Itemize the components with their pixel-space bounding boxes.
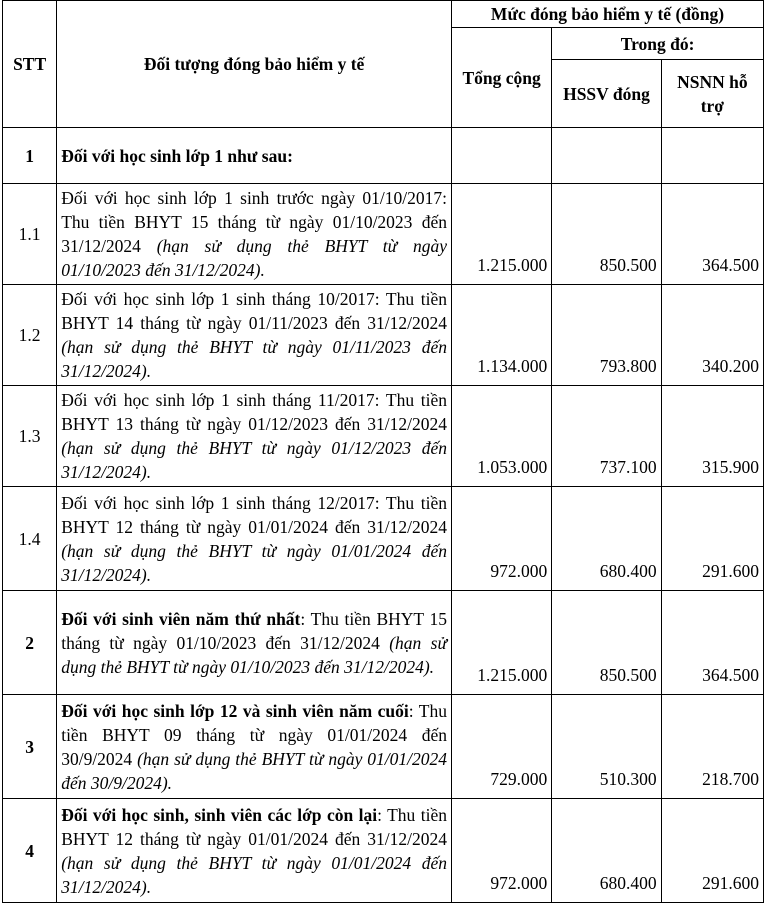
table-row <box>3 695 764 799</box>
row-hssv: 850.500 <box>552 591 661 695</box>
row-description <box>57 285 452 386</box>
row-stt: 1.4 <box>3 487 57 591</box>
row-description <box>57 591 452 695</box>
row-nsnn: 340.200 <box>661 285 763 386</box>
header-of-which: Trong đó: <box>552 28 764 60</box>
row-description <box>57 799 452 903</box>
row-description <box>57 184 452 285</box>
row-total: 1.215.000 <box>452 591 552 695</box>
section-row <box>3 128 764 184</box>
row-nsnn: 218.700 <box>661 695 763 799</box>
row-stt: 1.2 <box>3 285 57 386</box>
header-nsnn: NSNN hỗ trợ <box>661 60 763 128</box>
table-row <box>3 487 764 591</box>
row-validity-note: (hạn sử dụng thẻ BHYT từ ngày 01/10/2023 đến 31/12/2024). <box>61 632 447 677</box>
row-stt: 4 <box>3 799 57 903</box>
table-row <box>3 184 764 285</box>
row-nsnn: 364.500 <box>661 184 763 285</box>
table-row <box>3 591 764 695</box>
header-total: Tổng cộng <box>452 28 552 128</box>
row-stt: 2 <box>3 591 57 695</box>
row-hssv: 793.800 <box>552 285 661 386</box>
insurance-fee-table <box>2 0 764 903</box>
row-text: Đối với học sinh lớp 1 sinh tháng 11/2017: Thu tiền BHYT 13 tháng từ ngày 01/12/2023 đến 31/12/2024 <box>61 390 447 434</box>
row-description <box>57 386 452 487</box>
row-nsnn: 291.600 <box>661 487 763 591</box>
section-stt: 1 <box>3 128 57 184</box>
row-heading: Đối với học sinh, sinh viên các lớp còn lại <box>61 804 378 825</box>
row-validity-note: (hạn sử dụng thẻ BHYT từ ngày 01/01/2024 đến 31/12/2024). <box>61 540 447 585</box>
header-fee-group: Mức đóng bảo hiểm y tế (đồng) <box>452 1 764 28</box>
row-stt: 3 <box>3 695 57 799</box>
row-nsnn: 364.500 <box>661 591 763 695</box>
row-nsnn: 291.600 <box>661 799 763 903</box>
row-total: 972.000 <box>452 799 552 903</box>
row-text: Đối với học sinh lớp 1 sinh tháng 12/2017: Thu tiền BHYT 12 tháng từ ngày 01/01/2024 đến 31/12/2024 <box>61 492 447 537</box>
row-text: Đối với học sinh lớp 1 sinh trước ngày 01/10/2017: Thu tiền BHYT 15 tháng từ ngày 01/10/2023 đến 31/12/2024 <box>61 188 447 256</box>
table-row <box>3 799 764 903</box>
row-stt: 1.1 <box>3 184 57 285</box>
table-row <box>3 386 764 487</box>
row-text: Đối với học sinh lớp 1 sinh tháng 10/2017: Thu tiền BHYT 14 tháng từ ngày 01/11/2023 đến 31/12/2024 <box>61 289 447 333</box>
row-hssv: 510.300 <box>552 695 661 799</box>
section-title: Đối với học sinh lớp 1 như sau: <box>57 128 452 184</box>
row-hssv: 680.400 <box>552 799 661 903</box>
row-validity-note: (hạn sử dụng thẻ BHYT từ ngày 01/01/2024 đến 30/9/2024). <box>61 748 447 793</box>
row-description <box>57 695 452 799</box>
row-total: 1.053.000 <box>452 386 552 487</box>
row-total: 1.215.000 <box>452 184 552 285</box>
row-hssv: 850.500 <box>552 184 661 285</box>
section-total <box>452 128 552 184</box>
row-text: : Thu tiền BHYT 12 tháng từ ngày 01/01/2024 đến 31/12/2024 <box>61 804 448 849</box>
row-validity-note: (hạn sử dụng thẻ BHYT từ ngày 01/10/2023 đến 31/12/2024). <box>61 236 447 280</box>
section-hssv <box>552 128 661 184</box>
row-validity-note: (hạn sử dụng thẻ BHYT từ ngày 01/11/2023 đến 31/12/2024). <box>61 337 447 381</box>
row-hssv: 680.400 <box>552 487 661 591</box>
row-description <box>57 487 452 591</box>
row-total: 729.000 <box>452 695 552 799</box>
table-row <box>3 285 764 386</box>
row-text: : Thu tiền BHYT 09 tháng từ ngày 01/01/2024 đến 30/9/2024 <box>61 700 447 769</box>
row-hssv: 737.100 <box>552 386 661 487</box>
row-total: 1.134.000 <box>452 285 552 386</box>
header-stt: STT <box>3 1 57 128</box>
header-subject: Đối tượng đóng bảo hiểm y tế <box>57 1 452 128</box>
section-nsnn <box>661 128 763 184</box>
row-heading: Đối với sinh viên năm thứ nhất <box>61 608 301 629</box>
row-stt: 1.3 <box>3 386 57 487</box>
row-total: 972.000 <box>452 487 552 591</box>
row-text: : Thu tiền BHYT 15 tháng từ ngày 01/10/2023 đến 31/12/2024 <box>61 608 447 653</box>
row-validity-note: (hạn sử dụng thẻ BHYT từ ngày 01/12/2023 đến 31/12/2024). <box>61 438 447 482</box>
row-validity-note: (hạn sử dụng thẻ BHYT từ ngày 01/01/2024 đến 31/12/2024). <box>61 852 447 897</box>
header-hssv: HSSV đóng <box>552 60 661 128</box>
row-heading: Đối với học sinh lớp 12 và sinh viên năm cuối <box>61 700 409 721</box>
row-nsnn: 315.900 <box>661 386 763 487</box>
